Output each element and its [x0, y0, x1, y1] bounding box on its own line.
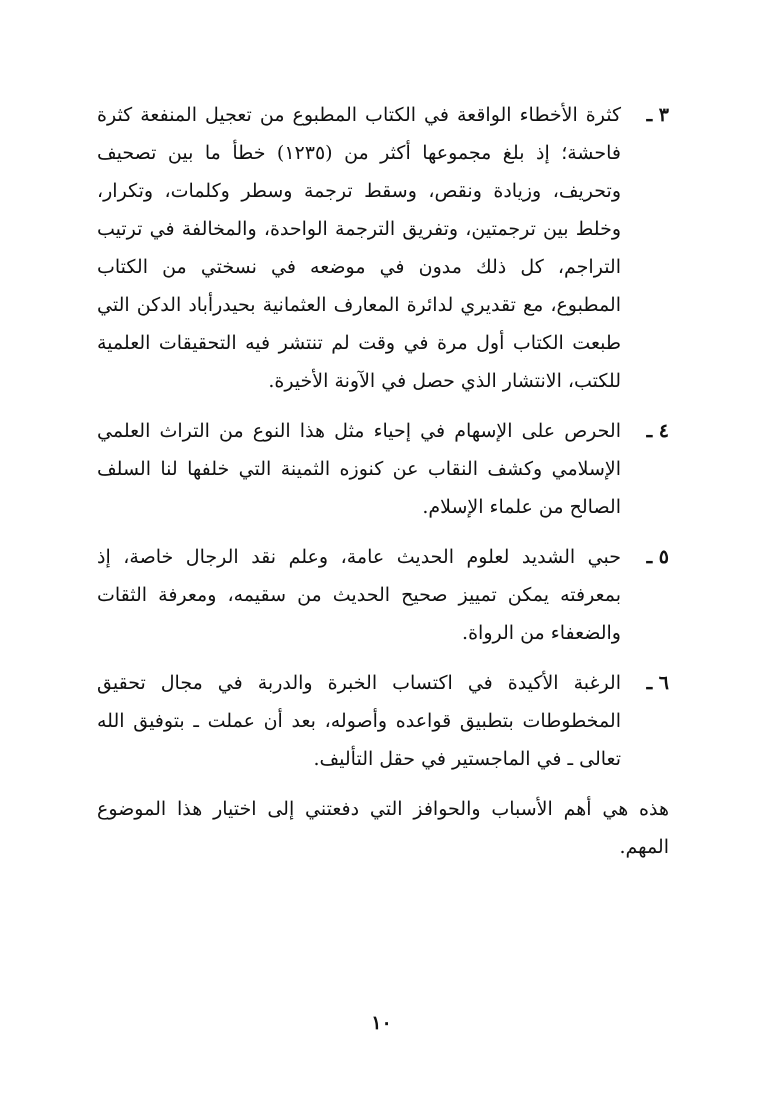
item-paragraph: حبي الشديد لعلوم الحديث عامة، وعلم نقد الرجال خاصة، إذ بمعرفته يمكن تمييز صحيح الحديث من سقيمه، ومعرفة الثقات والضعفاء من الرواة. [97, 546, 621, 644]
item-number: ٥ [658, 546, 669, 568]
page-number: ١٠ [371, 1012, 392, 1034]
item-number: ٦ [658, 672, 669, 694]
item-marker [621, 664, 669, 702]
list-item-3 [97, 96, 669, 400]
list-item-4 [97, 412, 669, 526]
item-paragraph: الحرص على الإسهام في إحياء مثل هذا النوع من التراث العلمي الإسلامي وكشف النقاب عن كنوزه الثمينة التي خلفها لنا السلف الصالح من علماء الإسلام. [97, 420, 621, 518]
item-marker [621, 96, 669, 134]
item-dash: ـ [646, 104, 653, 126]
closing-paragraph: هذه هي أهم الأسباب والحوافز التي دفعتني إلى اختيار هذا الموضوع المهم. [97, 798, 669, 858]
list-item-5 [97, 538, 669, 652]
page-body [97, 96, 669, 866]
list-item-6 [97, 664, 669, 778]
item-paragraph: كثرة الأخطاء الواقعة في الكتاب المطبوع من تعجيل المنفعة كثرة فاحشة؛ إذ بلغ مجموعها أكثر من (١٢٣٥) خطأ ما بين تصحيف وتحريف، وزيادة ونقص، وسقط ترجمة وسطر وكلمات، وتكرار، وخلط بين ترجمتين، وتفريق الترجمة الواحدة، والمخالفة في ترتيب التراجم، كل ذلك مدون في موضعه في نسختي من الكتاب المطبوع، مع تقديري لدائرة المعارف العثمانية بحيدرأباد الدكن التي طبعت الكتاب أول مرة في وقت لم تنتشر فيه التحقيقات العلمية للكتب، الانتشار الذي حصل في الآونة الأخيرة. [97, 104, 621, 392]
item-marker [621, 412, 669, 450]
item-marker [621, 538, 669, 576]
item-dash: ـ [646, 672, 653, 694]
item-number: ٣ [658, 104, 669, 126]
item-number: ٤ [658, 420, 669, 442]
item-paragraph: الرغبة الأكيدة في اكتساب الخبرة والدربة في مجال تحقيق المخطوطات بتطبيق قواعده وأصوله، بعد أن عملت ـ بتوفيق الله تعالى ـ في الماجستير في حقل التأليف. [97, 672, 621, 770]
item-dash: ـ [646, 420, 653, 442]
item-dash: ـ [646, 546, 653, 568]
